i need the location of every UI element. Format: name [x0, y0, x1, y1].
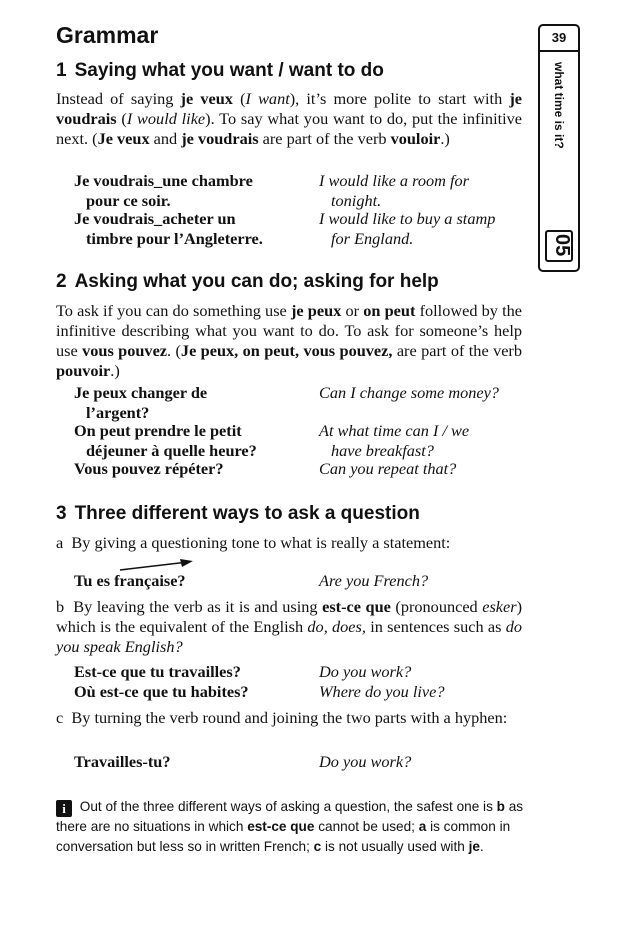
- bold-term: vouloir: [390, 129, 441, 148]
- text: (: [116, 109, 127, 128]
- section-3-heading: [56, 503, 420, 525]
- section-heading-text: Asking what you can do; asking for help: [74, 271, 439, 292]
- chapter-number: 05: [551, 234, 573, 257]
- text: By turning the verb round and joining the two parts with a hyphen:: [71, 708, 508, 727]
- text: Out of the three different ways of asking a question, the safest one is: [76, 799, 497, 814]
- example-french: [74, 752, 309, 772]
- info-icon: i: [56, 800, 72, 817]
- item-label: a: [56, 533, 64, 552]
- text: in sentences such as: [365, 617, 506, 636]
- example-line: Where do you live?: [319, 682, 445, 701]
- text: By giving a questioning tone to what is really a statement:: [71, 533, 451, 552]
- text: . (: [167, 341, 181, 360]
- text: (: [232, 89, 246, 108]
- text: .: [479, 839, 484, 854]
- example-french: [74, 682, 309, 702]
- bold-term: je peux: [290, 301, 342, 320]
- item-label: c: [56, 708, 64, 727]
- chapter-title: what time is it?: [552, 62, 566, 149]
- example-french: [74, 383, 309, 423]
- example-english: [319, 459, 529, 479]
- bold-term: a: [418, 819, 427, 834]
- section-1-paragraph: [56, 89, 522, 149]
- bold-term: je voudrais: [56, 89, 523, 128]
- section-3c-text: [56, 708, 522, 728]
- bold-term: Je peux, on peut, vous pouvez,: [180, 341, 393, 360]
- bold-term: je voudrais: [181, 129, 259, 148]
- example-line: Tu es française?: [74, 571, 186, 590]
- example-french: [74, 209, 309, 249]
- section-number: 2: [56, 271, 67, 292]
- text: .): [440, 129, 450, 148]
- text: is not usually used with: [321, 839, 469, 854]
- example-line: Do you work?: [319, 662, 412, 681]
- text: By leaving the verb as it is and using: [73, 597, 323, 616]
- text: .): [110, 361, 120, 380]
- italic-term: I want: [245, 89, 290, 108]
- example-french: [74, 571, 309, 591]
- item-label: b: [56, 597, 65, 616]
- example-line: On peut prendre le petit: [74, 421, 242, 440]
- text: cannot be used;: [314, 819, 419, 834]
- example-english: [319, 209, 529, 249]
- bold-term: b: [496, 799, 505, 814]
- example-line: tonight.: [331, 191, 382, 210]
- text: and: [149, 129, 182, 148]
- example-line: Est-ce que tu travailles?: [74, 662, 241, 681]
- text: Instead of saying: [56, 89, 181, 108]
- text: To ask if you can do something use: [56, 301, 291, 320]
- bold-term: je: [468, 839, 480, 854]
- example-line: have breakfast?: [331, 441, 434, 460]
- example-line: Are you French?: [319, 571, 429, 590]
- example-line: I would like to buy a stamp: [319, 209, 496, 228]
- text: is common in conversation but less so in written French;: [56, 819, 511, 854]
- example-line: déjeuner à quelle heure?: [86, 441, 257, 460]
- page-title: Grammar: [56, 22, 159, 48]
- example-english: [319, 571, 529, 591]
- example-english: [319, 171, 529, 211]
- section-3a-text: [56, 533, 522, 553]
- example-line: for England.: [331, 229, 414, 248]
- italic-term: do, does,: [307, 617, 366, 636]
- bold-term: c: [313, 839, 322, 854]
- example-line: Travailles-tu?: [74, 752, 171, 771]
- section-heading-text: Three different ways to ask a question: [74, 503, 420, 524]
- section-1-heading: [56, 60, 384, 82]
- bold-term: Je veux: [97, 129, 150, 148]
- example-line: Do you work?: [319, 752, 412, 771]
- example-english: [319, 682, 529, 702]
- example-french: [74, 459, 309, 479]
- italic-term: do you speak English?: [56, 617, 522, 656]
- section-2-paragraph: [56, 301, 522, 381]
- italic-term: esker: [482, 597, 517, 616]
- rising-intonation-arrow-icon: [118, 558, 196, 572]
- section-heading-text: Saying what you want / want to do: [74, 60, 384, 81]
- example-english: [319, 752, 529, 772]
- text: followed by the infinitive describing what you want to do. To ask for someone’s help use: [56, 301, 523, 360]
- text: or: [341, 301, 364, 320]
- example-line: Où est-ce que tu habites?: [74, 682, 249, 701]
- bold-term: on peut: [363, 301, 416, 320]
- example-english: [319, 662, 529, 682]
- example-line: Can you repeat that?: [319, 459, 457, 478]
- text: are part of the verb: [258, 129, 391, 148]
- example-line: Vous pouvez répéter?: [74, 459, 224, 478]
- chapter-number-box: [540, 228, 578, 266]
- bold-term: est-ce que: [322, 597, 391, 616]
- example-line: I would like a room for: [319, 171, 469, 190]
- info-note: [56, 797, 526, 857]
- example-french: [74, 662, 309, 682]
- tab-divider: [540, 50, 578, 52]
- example-line: Je voudrais_une chambre: [74, 171, 253, 190]
- italic-term: I would like: [126, 109, 206, 128]
- text: (pronounced: [390, 597, 483, 616]
- text: ). To say what you want to do, put the infinitive next. (: [56, 109, 523, 148]
- example-line: l’argent?: [86, 403, 150, 422]
- bold-term: je veux: [180, 89, 233, 108]
- section-2-heading: [56, 271, 439, 293]
- section-number: 1: [56, 60, 67, 81]
- example-line: pour ce soir.: [86, 191, 171, 210]
- bold-term: est-ce que: [247, 819, 315, 834]
- text: are part of the verb: [392, 341, 522, 360]
- page-number: 39: [551, 30, 567, 45]
- example-line: Je voudrais_acheter un: [74, 209, 236, 228]
- chapter-side-tab: [538, 24, 580, 272]
- example-english: [319, 421, 529, 461]
- section-number: 3: [56, 503, 67, 524]
- text: ), it’s more polite to start with: [289, 89, 510, 108]
- section-3b-text: [56, 597, 522, 657]
- example-line: Je peux changer de: [74, 383, 208, 402]
- text: as there are no situations in which: [56, 799, 524, 834]
- example-french: [74, 421, 309, 461]
- example-line: Can I change some money?: [319, 383, 499, 402]
- example-line: At what time can I / we: [319, 421, 470, 440]
- example-line: timbre pour l’Angleterre.: [86, 229, 263, 248]
- bold-term: vous pouvez: [82, 341, 168, 360]
- example-english: [319, 383, 529, 403]
- example-french: [74, 171, 309, 211]
- bold-term: pouvoir: [56, 361, 111, 380]
- text: ) which is the equivalent of the English: [56, 597, 523, 636]
- chapter-number-frame: [545, 230, 573, 262]
